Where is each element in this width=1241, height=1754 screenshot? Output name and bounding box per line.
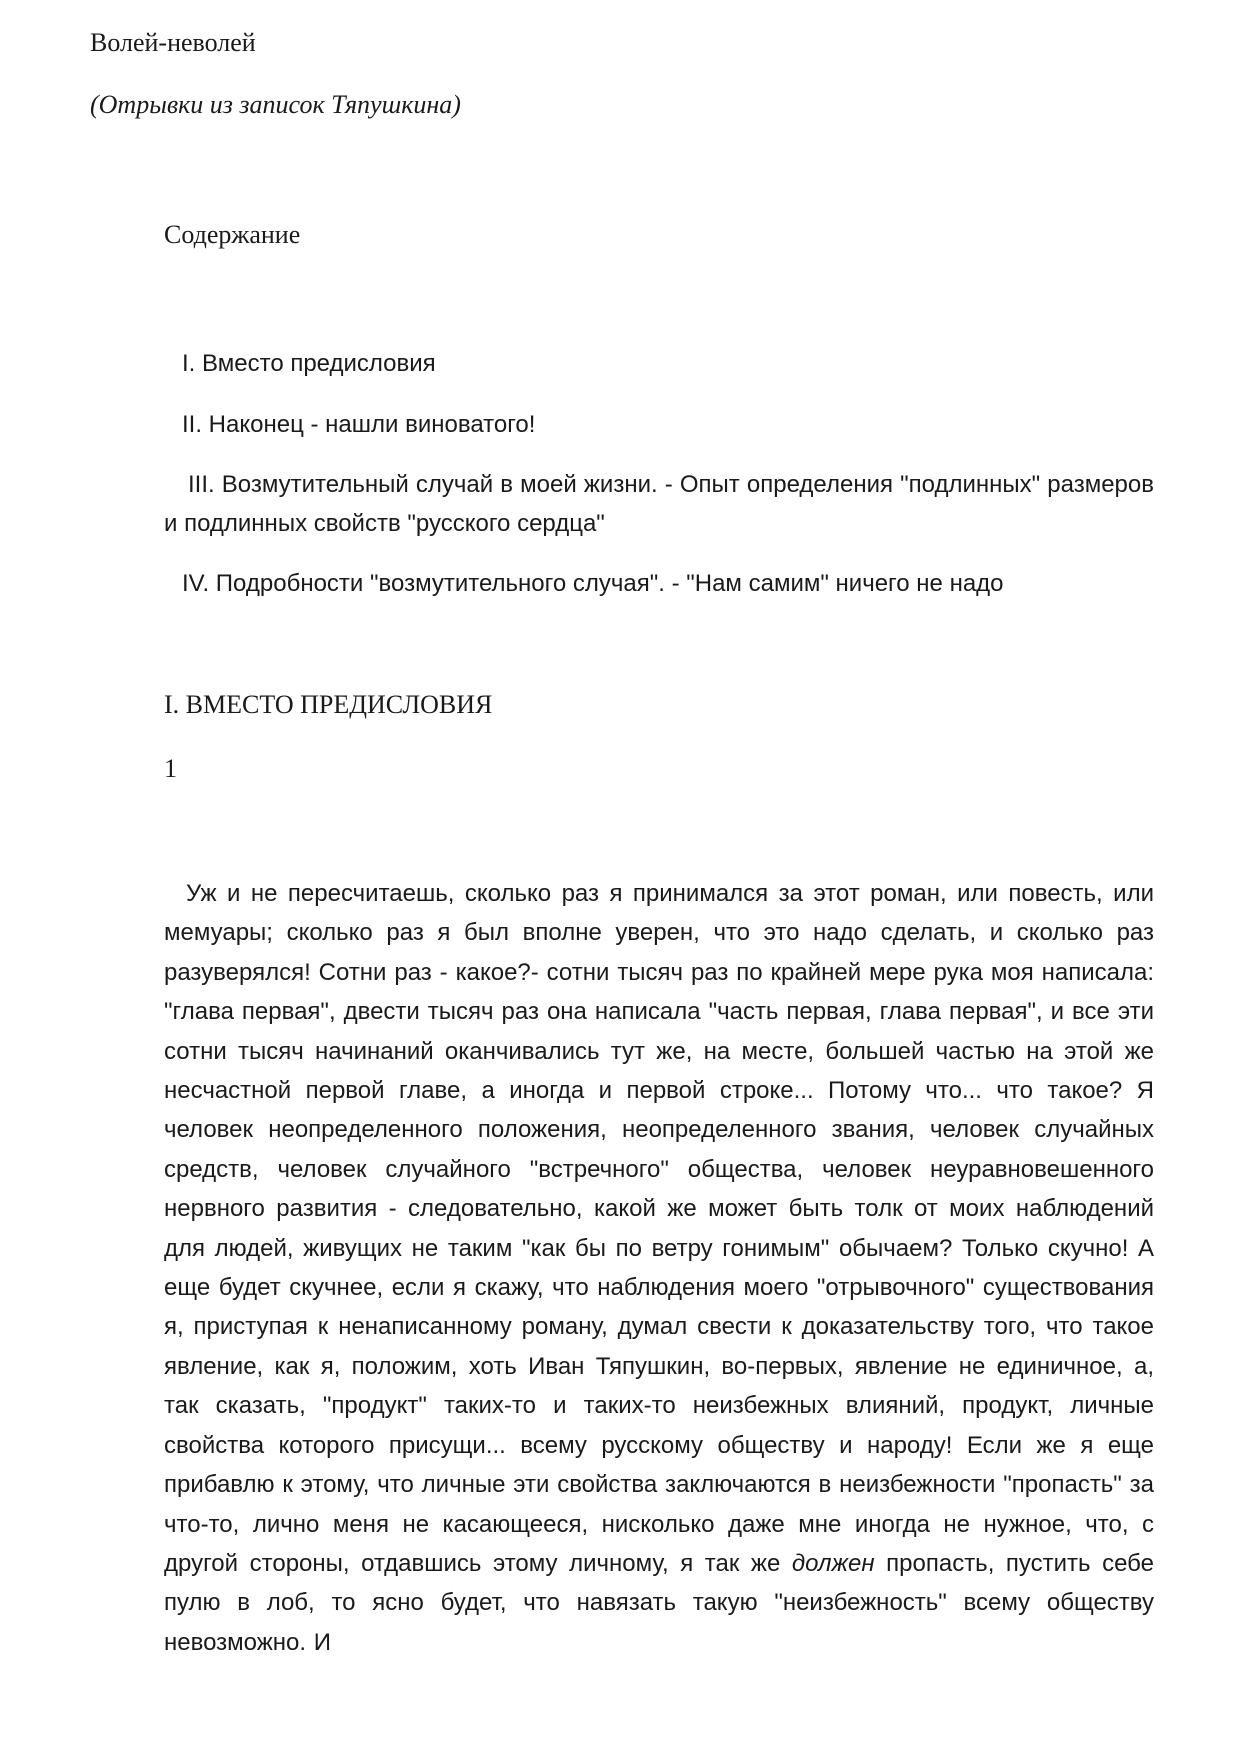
document-subtitle: (Отрывки из записок Тяпушкина) <box>90 90 461 119</box>
section-number: 1 <box>164 754 177 783</box>
toc-item[interactable]: III. Возмутительный случай в моей жизни. - Опыт определения "подлинных" размеров и подлинных свойств "русского сердца" <box>164 471 1154 537</box>
section-heading: I. ВМЕСТО ПРЕДИСЛОВИЯ <box>164 690 493 719</box>
paragraph-emphasis: должен <box>791 1549 875 1577</box>
body-paragraph <box>164 874 1154 1662</box>
toc-item[interactable]: IV. Подробности "возмутительного случая". - "Нам самим" ничего не надо <box>182 570 1004 597</box>
paragraph-text-end: пропасть, пустить себе пулю в лоб, то ясно будет, что навязать такую "неизбежность" всему обществу невозможно. И <box>164 1549 1155 1656</box>
paragraph-text-start: Уж и не пересчитаешь, сколько раз я принимался за этот роман, или повесть, или мемуары; сколько раз я был вполне уверен, что это надо сделать, и сколько раз разуверялся! Сотни раз - какое?- сотни тысяч раз по крайней мере рука моя написала: "глава первая", двести тысяч раз она написала "часть первая, глава первая", и все эти сотни тысяч начинаний оканчивались тут же, на месте, большей частью на этой же несчастной первой главе, а иногда и первой строке... Потому что... что такое? Я человек неопределенного положения, неопределенного звания, человек случайных средств, человек случайного "встречного" общества, человек неуравновешенного нервного развития - следовательно, какой же может быть толк от моих наблюдений для людей, живущих не таким "как бы по ветру гонимым" обычаем? Только скучно! А еще будет скучнее, если я скажу, что наблюдения моего "отрывочного" существования я, приступая к ненаписанному роману, думал свести к доказательству того, что такое явление, как я, положим, хоть Иван Тяпушкин, во-первых, явление не единичное, а, так сказать, "продукт" таких-то и таких-то неизбежных влияний, продукт, личные свойства которого присущи... всему русскому обществу и народу! Если же я еще прибавлю к этому, что личные эти свойства заключаются в неизбежности "пропасть" за что-то, лично меня не касающееся, нисколько даже мне иногда не нужное, что, с другой стороны, отдавшись этому личному, я так же <box>164 880 1154 1577</box>
toc-item[interactable]: I. Вместо предисловия <box>182 350 436 377</box>
table-of-contents <box>164 344 1154 603</box>
contents-heading: Содержание <box>164 220 301 249</box>
toc-item[interactable]: II. Наконец - нашли виноватого! <box>182 411 536 438</box>
document-title: Волей-неволей <box>90 28 256 57</box>
